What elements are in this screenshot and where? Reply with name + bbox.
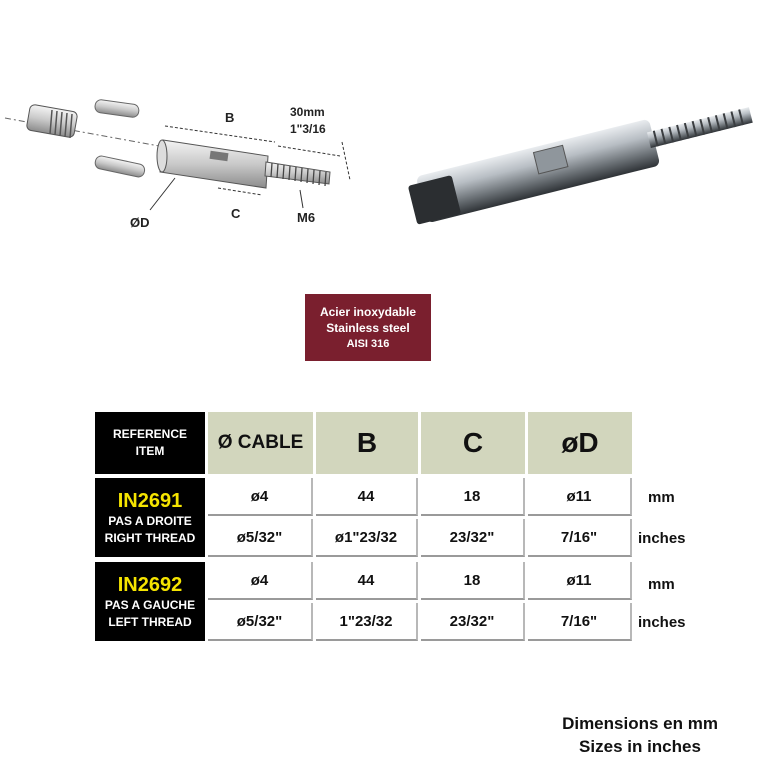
material-badge (305, 294, 431, 361)
dim-label-length-mm: 30mm (290, 105, 325, 119)
dim-label-length-in: 1"3/16 (290, 122, 326, 136)
c-mm-value: 18 (421, 562, 525, 600)
cable-mm-value: ø4 (208, 562, 313, 600)
reference-desc-fr: PAS A DROITE (108, 513, 192, 528)
units-note-fr: Dimensions en mm (562, 714, 718, 733)
header-b: B (316, 412, 418, 474)
dim-label-thread: M6 (297, 210, 316, 225)
cable-inch-value: ø5/32" (208, 603, 313, 641)
reference-desc-en: LEFT THREAD (108, 614, 192, 629)
header-reference (95, 412, 205, 474)
header-c: C (421, 412, 525, 474)
d-mm-value: ø11 (528, 478, 632, 516)
threaded-rod-part (265, 162, 330, 186)
material-fr: Acier inoxydable (319, 305, 417, 319)
wedge-bottom-part (94, 155, 146, 178)
technical-diagram (0, 30, 370, 250)
b-mm-value: 44 (316, 478, 418, 516)
c-inch-value: 23/32" (421, 603, 525, 641)
reference-cell (95, 562, 205, 641)
d-inch-value: 7/16" (528, 603, 632, 641)
dim-label-b: B (225, 110, 235, 125)
unit-inch-label: inches (638, 529, 686, 547)
header-d: øD (528, 412, 632, 474)
unit-mm-label: mm (648, 575, 675, 593)
unit-mm-label: mm (648, 488, 675, 506)
b-inch-value: 1"23/32 (316, 603, 418, 641)
c-inch-value: 23/32" (421, 519, 525, 557)
cable-mm-value: ø4 (208, 478, 313, 516)
cable-inch-value: ø5/32" (208, 519, 313, 557)
material-grade: AISI 316 (346, 338, 390, 350)
units-note-en: Sizes in inches (579, 737, 701, 756)
header-reference-line1: REFERENCE (112, 427, 187, 441)
reference-desc-en: RIGHT THREAD (104, 530, 196, 545)
body-part (157, 140, 268, 188)
header-cable: Ø CABLE (208, 412, 313, 474)
d-mm-value: ø11 (528, 562, 632, 600)
reference-desc-fr: PAS A GAUCHE (104, 597, 196, 612)
b-inch-value: ø1"23/32 (316, 519, 418, 557)
material-en: Stainless steel (326, 321, 410, 335)
product-photo (385, 35, 760, 250)
d-inch-value: 7/16" (528, 519, 632, 557)
threaded-cap-part (26, 104, 78, 138)
wedge-top-part (94, 99, 139, 118)
reference-cell (95, 478, 205, 557)
reference-code: IN2692 (117, 573, 183, 596)
header-reference-line2: ITEM (135, 444, 165, 458)
dim-label-c: C (231, 206, 241, 221)
c-mm-value: 18 (421, 478, 525, 516)
b-mm-value: 44 (316, 562, 418, 600)
reference-code: IN2691 (117, 489, 183, 512)
unit-inch-label: inches (638, 613, 686, 631)
units-note (520, 712, 760, 758)
dim-label-d: ØD (130, 215, 150, 230)
